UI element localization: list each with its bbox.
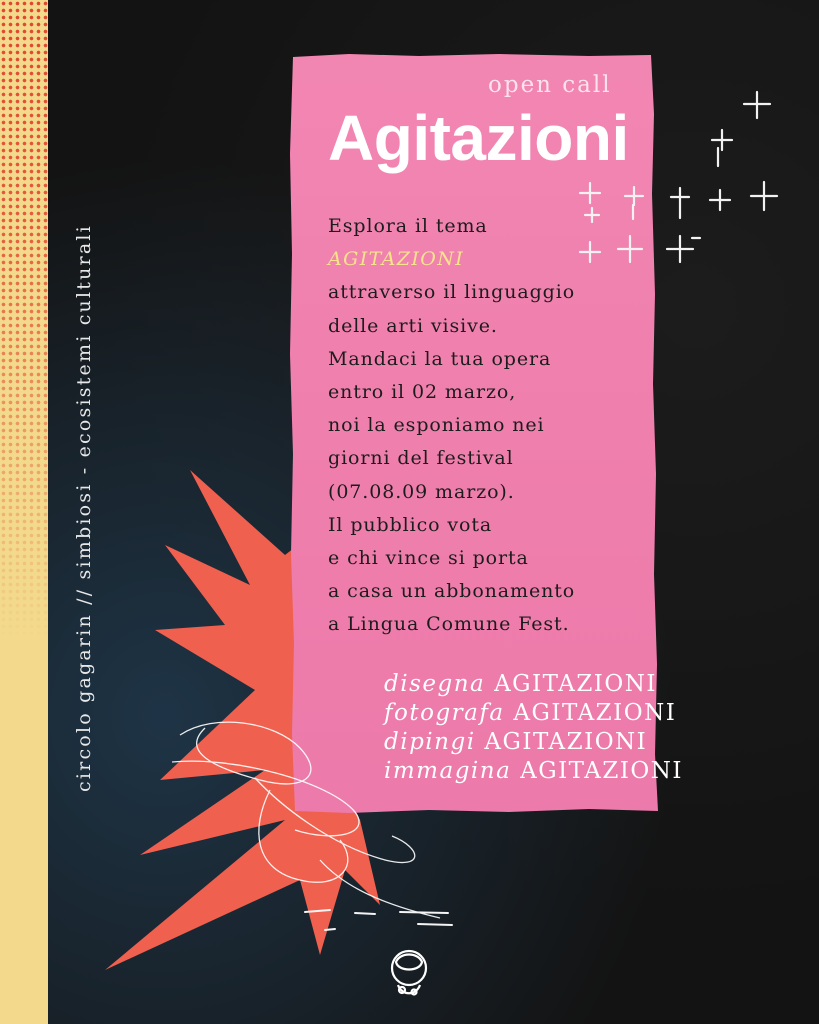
action-verb: disegna — [384, 671, 486, 697]
body-line: delle arti visive. — [328, 314, 498, 337]
body-line: attraverso il linguaggio — [328, 281, 576, 304]
theme-highlight: AGITAZIONI — [328, 248, 465, 271]
body-line: a Lingua Comune Fest. — [328, 613, 570, 636]
action-verb: immagina — [384, 758, 512, 784]
action-word: AGITAZIONI — [513, 700, 677, 726]
body-line: e chi vince si porta — [328, 547, 529, 570]
body-line: Il pubblico vota — [328, 513, 493, 536]
action-word: AGITAZIONI — [484, 729, 648, 755]
body-line: noi la esponiamo nei — [328, 414, 545, 437]
body-line: Mandaci la tua opera — [328, 347, 552, 370]
body-line: entro il 02 marzo, — [328, 381, 517, 404]
action-verb: dipingi — [384, 729, 476, 755]
organizer-credit: circolo gagarin // simbiosi - ecosistemi culturali — [73, 224, 95, 792]
action-verb: fotografa — [384, 700, 505, 726]
page-title: Agitazioni — [328, 102, 629, 174]
action-word: AGITAZIONI — [494, 671, 657, 697]
body-line: giorni del festival — [328, 447, 514, 470]
body-line: (07.08.09 marzo). — [328, 480, 515, 503]
body-line: Esplora il tema — [328, 215, 488, 237]
open-call-label: open call — [488, 72, 612, 98]
action-word: AGITAZIONI — [520, 758, 684, 784]
body-line: a casa un abbonamento — [328, 580, 576, 603]
